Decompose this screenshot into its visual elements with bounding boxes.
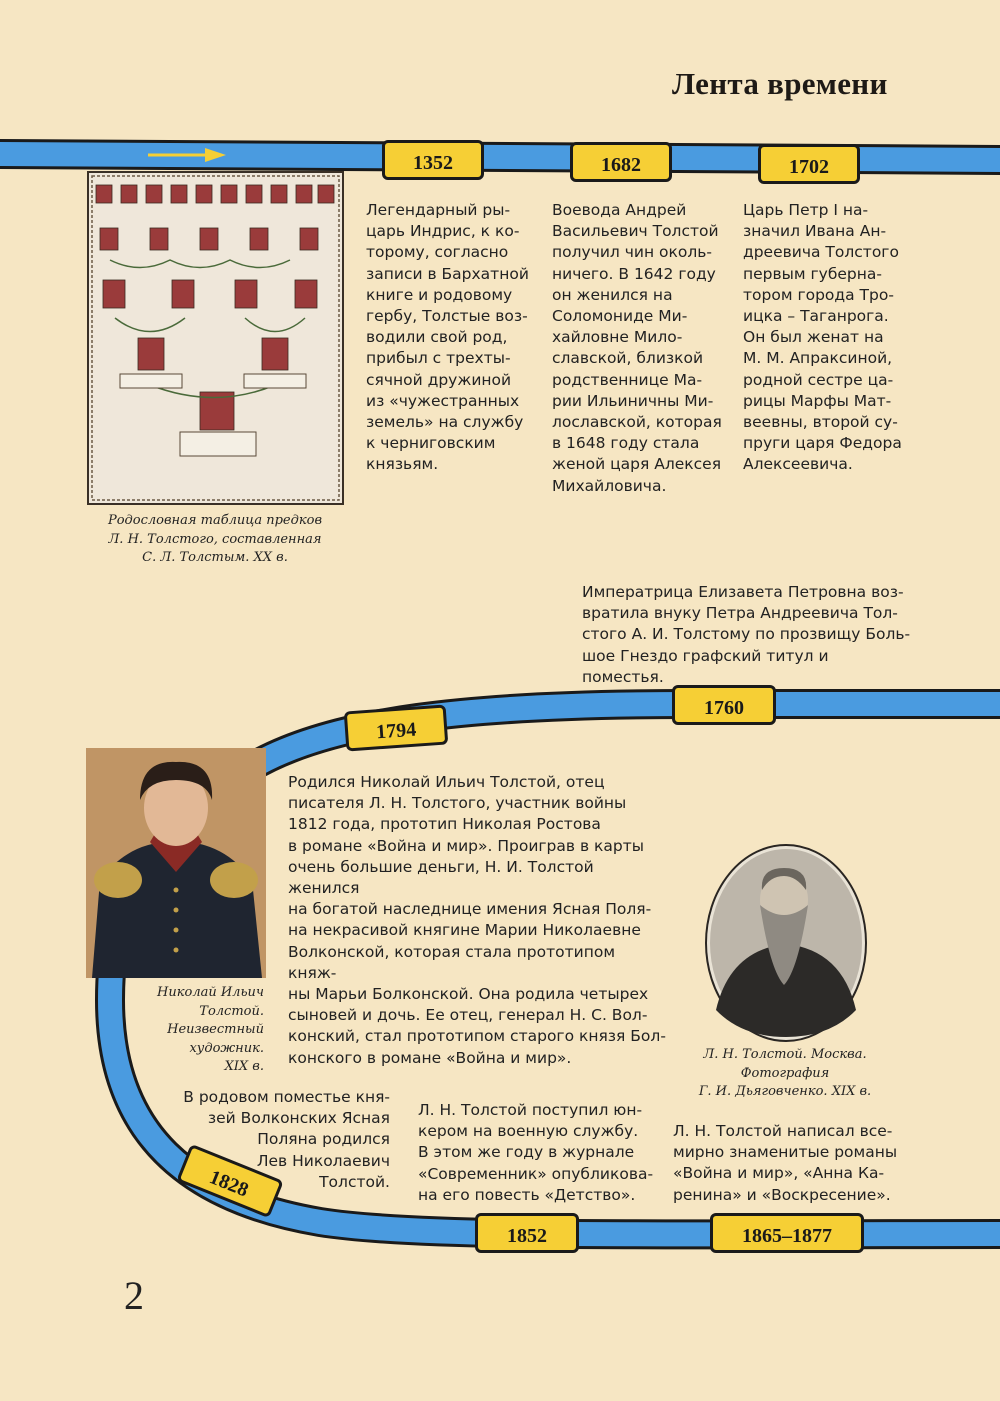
year-marker-1702: 1702 [758,144,860,184]
year-marker-1865-1877: 1865–1877 [710,1213,864,1253]
year-marker-1828: 1828 [176,1144,284,1219]
event-text-1352: Легендарный ры- царь Индрис, к ко- торому, согласно записи в Бархатной книге и родовому гербу, Толстые воз- водили свой род, прибыл с трехты- сячной дружиной из «чужестранных земель» на службу к черниговским князьям. [366,201,529,474]
event-text-1794: Родился Николай Ильич Толстой, отец писателя Л. Н. Толстого, участник войны 1812 года, прототип Николая Ростова в романе «Война и мир». Проиграв в карты очень большие деньги, Н. И. Толстой женился на богатой наследнице имения Ясная Поля- на некрасивой княгине Марии Николаевне Волконской, которая стала прототипом княж- ны Марьи Болконской. Она родила четырех сыновей и дочь. Ее отец, генерал Н. С. Вол- конский, стал прототипом старого князя Бол- конского в романе «Война и мир». [288,773,666,1067]
family-tree-image [88,172,343,504]
caption-family-tree: Родословная таблица предков Л. Н. Толстого, составленная С. Л. Толстым. XX в. [107,513,323,565]
page-title: Лента времени [672,66,888,101]
event-text-1828: В родовом поместье кня- зей Волконских Ясная Поляна родился Лев Николаевич Толстой. [183,1088,390,1191]
year-marker-1352: 1352 [382,140,484,180]
year-marker-1852: 1852 [475,1213,579,1253]
event-text-1852: Л. Н. Толстой поступил юн- кером на военную службу. В этом же году в журнале «Современник» опубликова- на его повесть «Детство». [418,1101,654,1204]
event-text-1702: Царь Петр I на- значил Ивана Ан- дреевича Толстого первым губерна- тором города Тро- ицка – Таганрога. Он был женат на М. М. Апраксиной, родной сестре ца- рицы Марфы Мат- веевны, второй су- пруги царя Федора Алексеевича. [743,201,902,474]
caption-nikolai-portrait: Николай Ильич Толстой. Неизвестный художник. XIX в. [157,985,264,1074]
leo-tolstoy-photo [706,845,866,1041]
year-marker-1760: 1760 [672,685,776,725]
event-text-1760: Императрица Елизавета Петровна воз- вратила внуку Петра Андреевича Тол- стого А. И. Толстому по прозвищу Боль- шое Гнездо графский титул и поместья. [582,583,911,686]
caption-leo-photo: Л. Н. Толстой. Москва. Фотография Г. И. Дьяговченко. XIX в. [698,1047,872,1099]
event-text-1682: Воевода Андрей Васильевич Толстой получил чин околь- ничего. В 1642 году он женился на Соломониде Ми- хайловне Мило- славской, близкой родственнице Ма- рии Ильиничны Ми- лославской, которая в 1648 году стала женой царя Алексея Михайловича. [552,201,722,495]
event-text-1865-1877: Л. Н. Толстой написал все- мирно знаменитые романы «Война и мир», «Анна Ка- ренина» и «Воскресение». [673,1122,898,1204]
nikolai-portrait-image [86,748,266,978]
year-marker-1682: 1682 [570,142,672,182]
year-marker-1794: 1794 [344,704,449,751]
page-number: 2 [124,1273,144,1318]
